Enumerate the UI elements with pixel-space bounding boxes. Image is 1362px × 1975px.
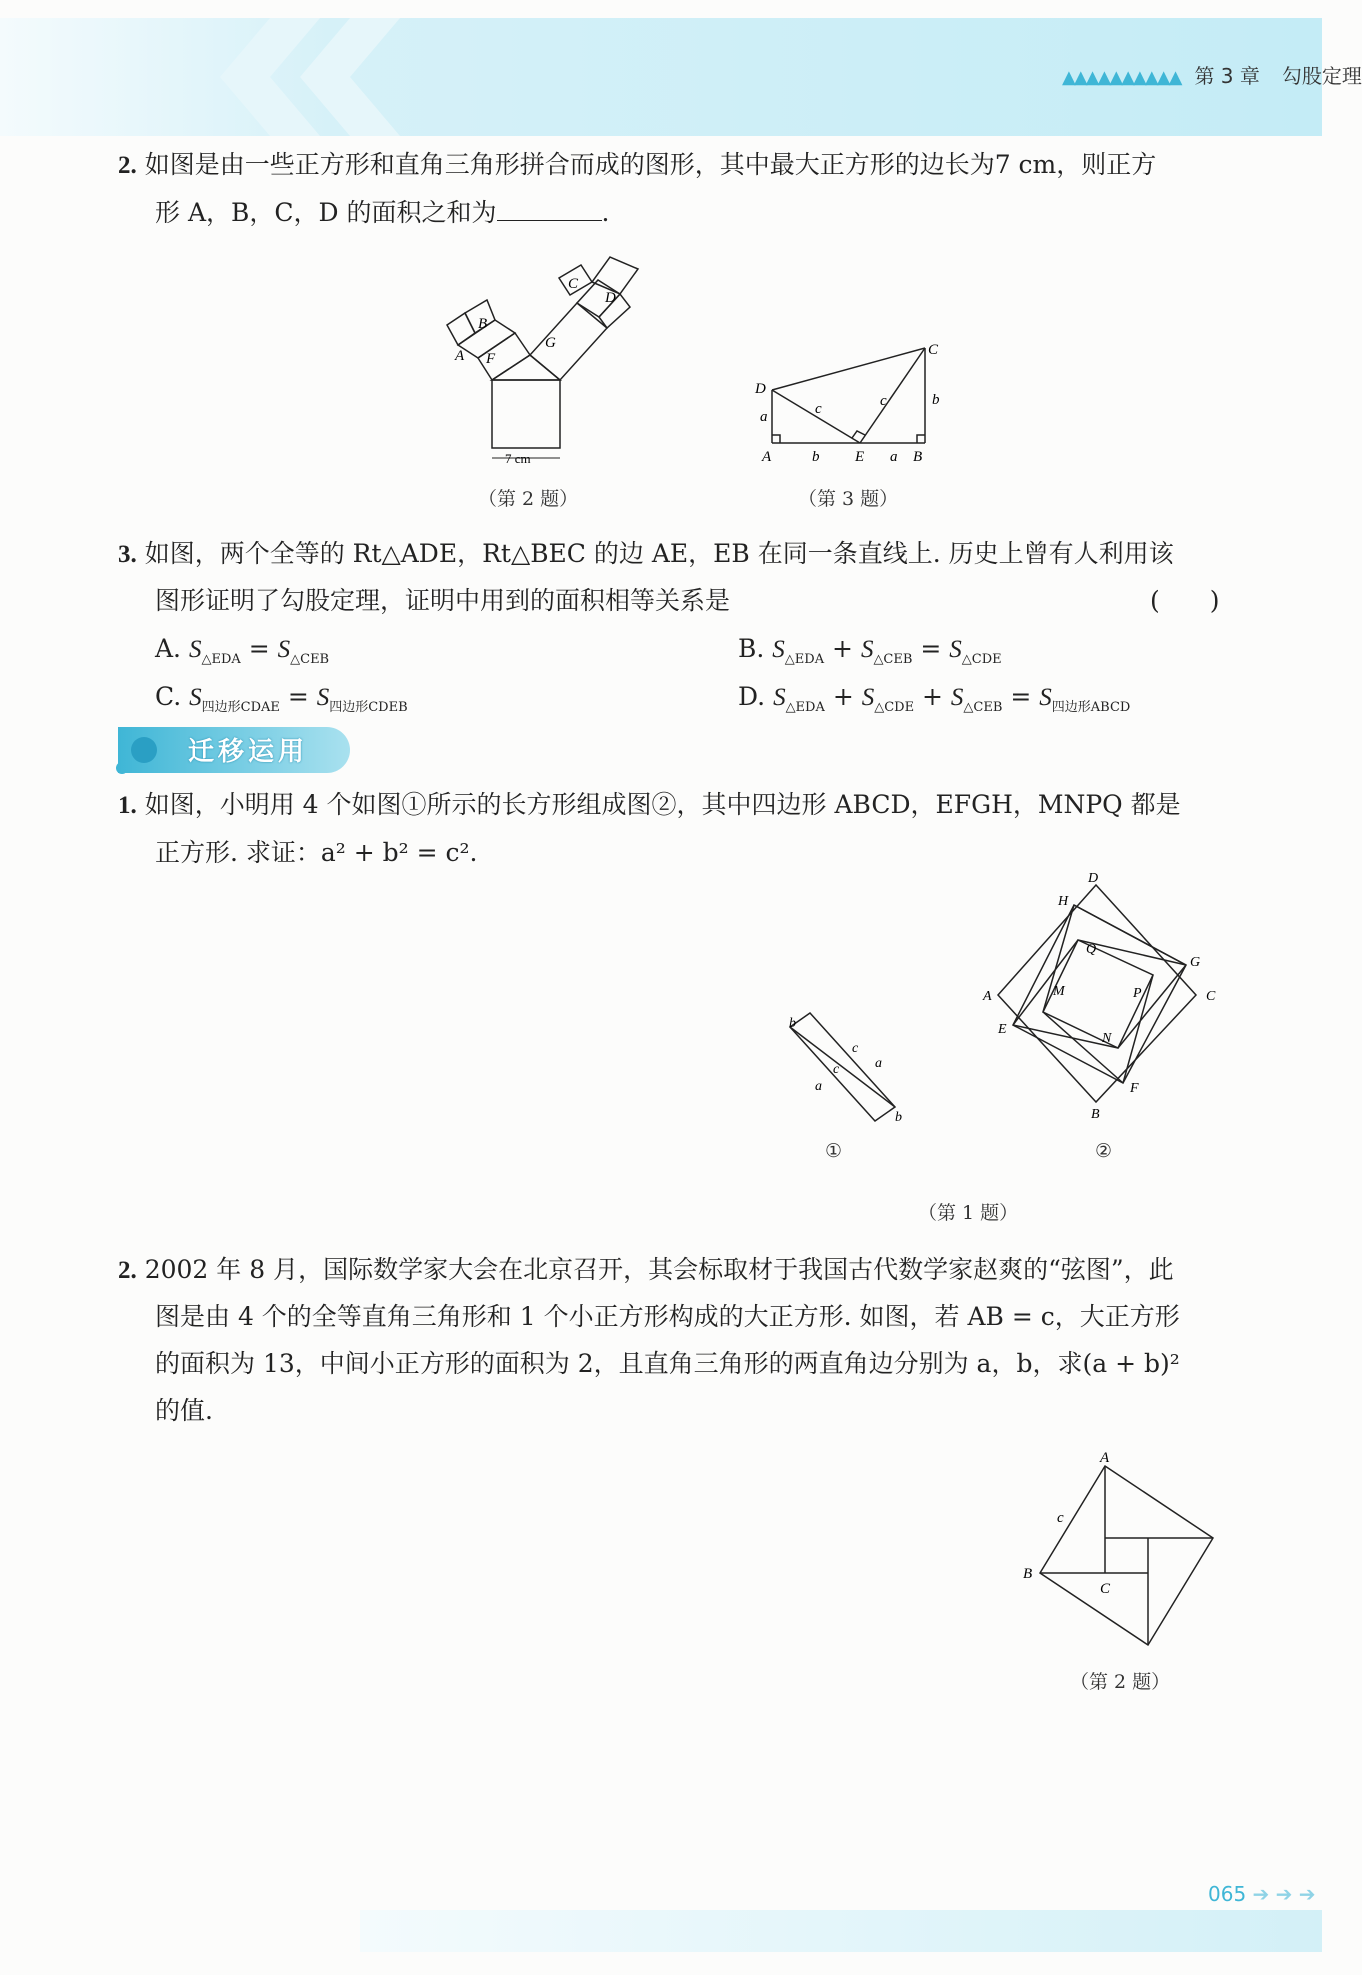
- chevron-decoration-icon: [230, 18, 450, 136]
- label-C: C: [928, 342, 939, 358]
- label-Q: Q: [1086, 942, 1097, 957]
- label-c: c: [852, 1041, 859, 1056]
- label-b-top: b: [789, 1016, 796, 1031]
- label-P: P: [1133, 986, 1142, 1001]
- circle-label-1: ①: [825, 1140, 843, 1162]
- caption-fig-q3: （第 3 题）: [798, 488, 899, 510]
- label-B: B: [1091, 1107, 1100, 1122]
- label-b-right: b: [932, 392, 940, 408]
- q2-line1: 2. 如图是由一些正方形和直角三角形拼合而成的图形，其中最大正方形的边长为7 cm，则正方: [118, 150, 1157, 179]
- label-N: N: [1102, 1031, 1112, 1046]
- caption-fig-p2: （第 2 题）: [1070, 1671, 1171, 1693]
- q3-line1: 3. 如图，两个全等的 Rt△ADE，Rt△BEC 的边 AE，EB 在同一条直线上. 历史上曾有人利用该: [118, 539, 1174, 568]
- q3-line2: 图形证明了勾股定理，证明中用到的面积相等关系是: [155, 586, 731, 615]
- label-a-right: a: [875, 1056, 882, 1071]
- p2-line1: 2. 2002 年 8 月，国际数学家大会在北京召开，其会标取材于我国古代数学家赵爽的“弦图”，此: [118, 1255, 1174, 1284]
- section-title: 迁移运用: [188, 737, 309, 767]
- figure-p1-squares: [978, 870, 1228, 1120]
- label-G: G: [1190, 955, 1201, 970]
- label-a-bottom: a: [890, 449, 898, 465]
- option-a[interactable]: A. $S_{\triangle EDA} = S_{\triangle CEB}$: [155, 634, 330, 667]
- option-b[interactable]: B. $S_{\triangle EDA} + S_{\triangle CEB} = S_{\triangle CDE}$: [738, 634, 1002, 667]
- label-F: F: [1130, 1081, 1139, 1096]
- answer-paren[interactable]: ( ): [1150, 586, 1220, 615]
- label-E: E: [855, 449, 865, 465]
- label-c-left: c: [815, 401, 822, 417]
- figure-q2: [425, 255, 645, 475]
- label-E: E: [998, 1022, 1007, 1037]
- label-F: F: [486, 351, 496, 367]
- label-B: B: [1023, 1566, 1033, 1582]
- label-D: D: [605, 290, 616, 306]
- figure-p2-xiantu: [1015, 1448, 1235, 1648]
- label-C: C: [1100, 1581, 1111, 1597]
- chapter-title: 勾股定理: [1281, 64, 1362, 88]
- measure-7cm: 7 cm: [505, 451, 531, 466]
- caption-fig-q2: （第 2 题）: [478, 488, 579, 510]
- q2-line2: 形 A，B，C，D 的面积之和为 .: [155, 198, 610, 227]
- chapter-number: 第 3 章: [1194, 64, 1260, 88]
- label-D: D: [755, 381, 766, 397]
- label-A: A: [762, 449, 772, 465]
- figure-p1-rectangle: [775, 1005, 905, 1135]
- label-C: C: [1206, 989, 1216, 1004]
- label-A: A: [983, 989, 992, 1004]
- circle-label-2: ②: [1095, 1140, 1113, 1162]
- option-c[interactable]: C. $S_{四边形CDAE} = S_{四边形CDEB}$: [155, 682, 408, 715]
- caption-fig-p1: （第 1 题）: [918, 1202, 1019, 1224]
- label-H: H: [1058, 894, 1069, 909]
- label-G: G: [545, 335, 556, 351]
- page-number: 065 ➔ ➔ ➔: [1208, 1882, 1316, 1906]
- chapter-header: [1062, 60, 1362, 89]
- label-D: D: [1088, 871, 1099, 886]
- p1-line1: 1. 如图，小明用 4 个如图①所示的长方形组成图②，其中四边形 ABCD，EFGH，MNPQ 都是: [118, 790, 1181, 819]
- section-dot-icon: [124, 730, 164, 770]
- p2-line4: 的值.: [155, 1396, 213, 1425]
- label-c: c: [1057, 1510, 1064, 1526]
- label-c-diag: c: [833, 1062, 840, 1077]
- label-a-left: a: [815, 1079, 822, 1094]
- label-a-left: a: [760, 409, 768, 425]
- p2-line3: 的面积为 13，中间小正方形的面积为 2，且直角三角形的两直角边分别为 a，b，求(a + b)²: [155, 1349, 1180, 1378]
- label-A: A: [455, 348, 465, 364]
- label-A: A: [1100, 1450, 1110, 1466]
- label-b-bottom: b: [812, 449, 820, 465]
- answer-blank[interactable]: [497, 198, 602, 221]
- label-B: B: [478, 316, 488, 332]
- footer-band: [360, 1910, 1322, 1952]
- triangle-pattern-icon: ▲▲▲▲▲▲▲▲▲▲: [1062, 67, 1181, 88]
- label-C: C: [568, 276, 579, 292]
- label-c-right: c: [880, 393, 887, 409]
- p2-line2: 图是由 4 个的全等直角三角形和 1 个小正方形构成的大正方形. 如图，若 AB = c，大正方形: [155, 1302, 1180, 1331]
- p1-line2: 正方形. 求证：a² + b² = c².: [155, 838, 478, 867]
- label-B: B: [913, 449, 923, 465]
- label-b-bottom: b: [895, 1110, 902, 1125]
- option-d[interactable]: D. $S_{\triangle EDA} + S_{\triangle CDE} + S_{\triangle CEB} = S_{四边形ABCD}$: [738, 682, 1131, 715]
- label-M: M: [1053, 984, 1065, 999]
- figure-q3: [750, 335, 950, 470]
